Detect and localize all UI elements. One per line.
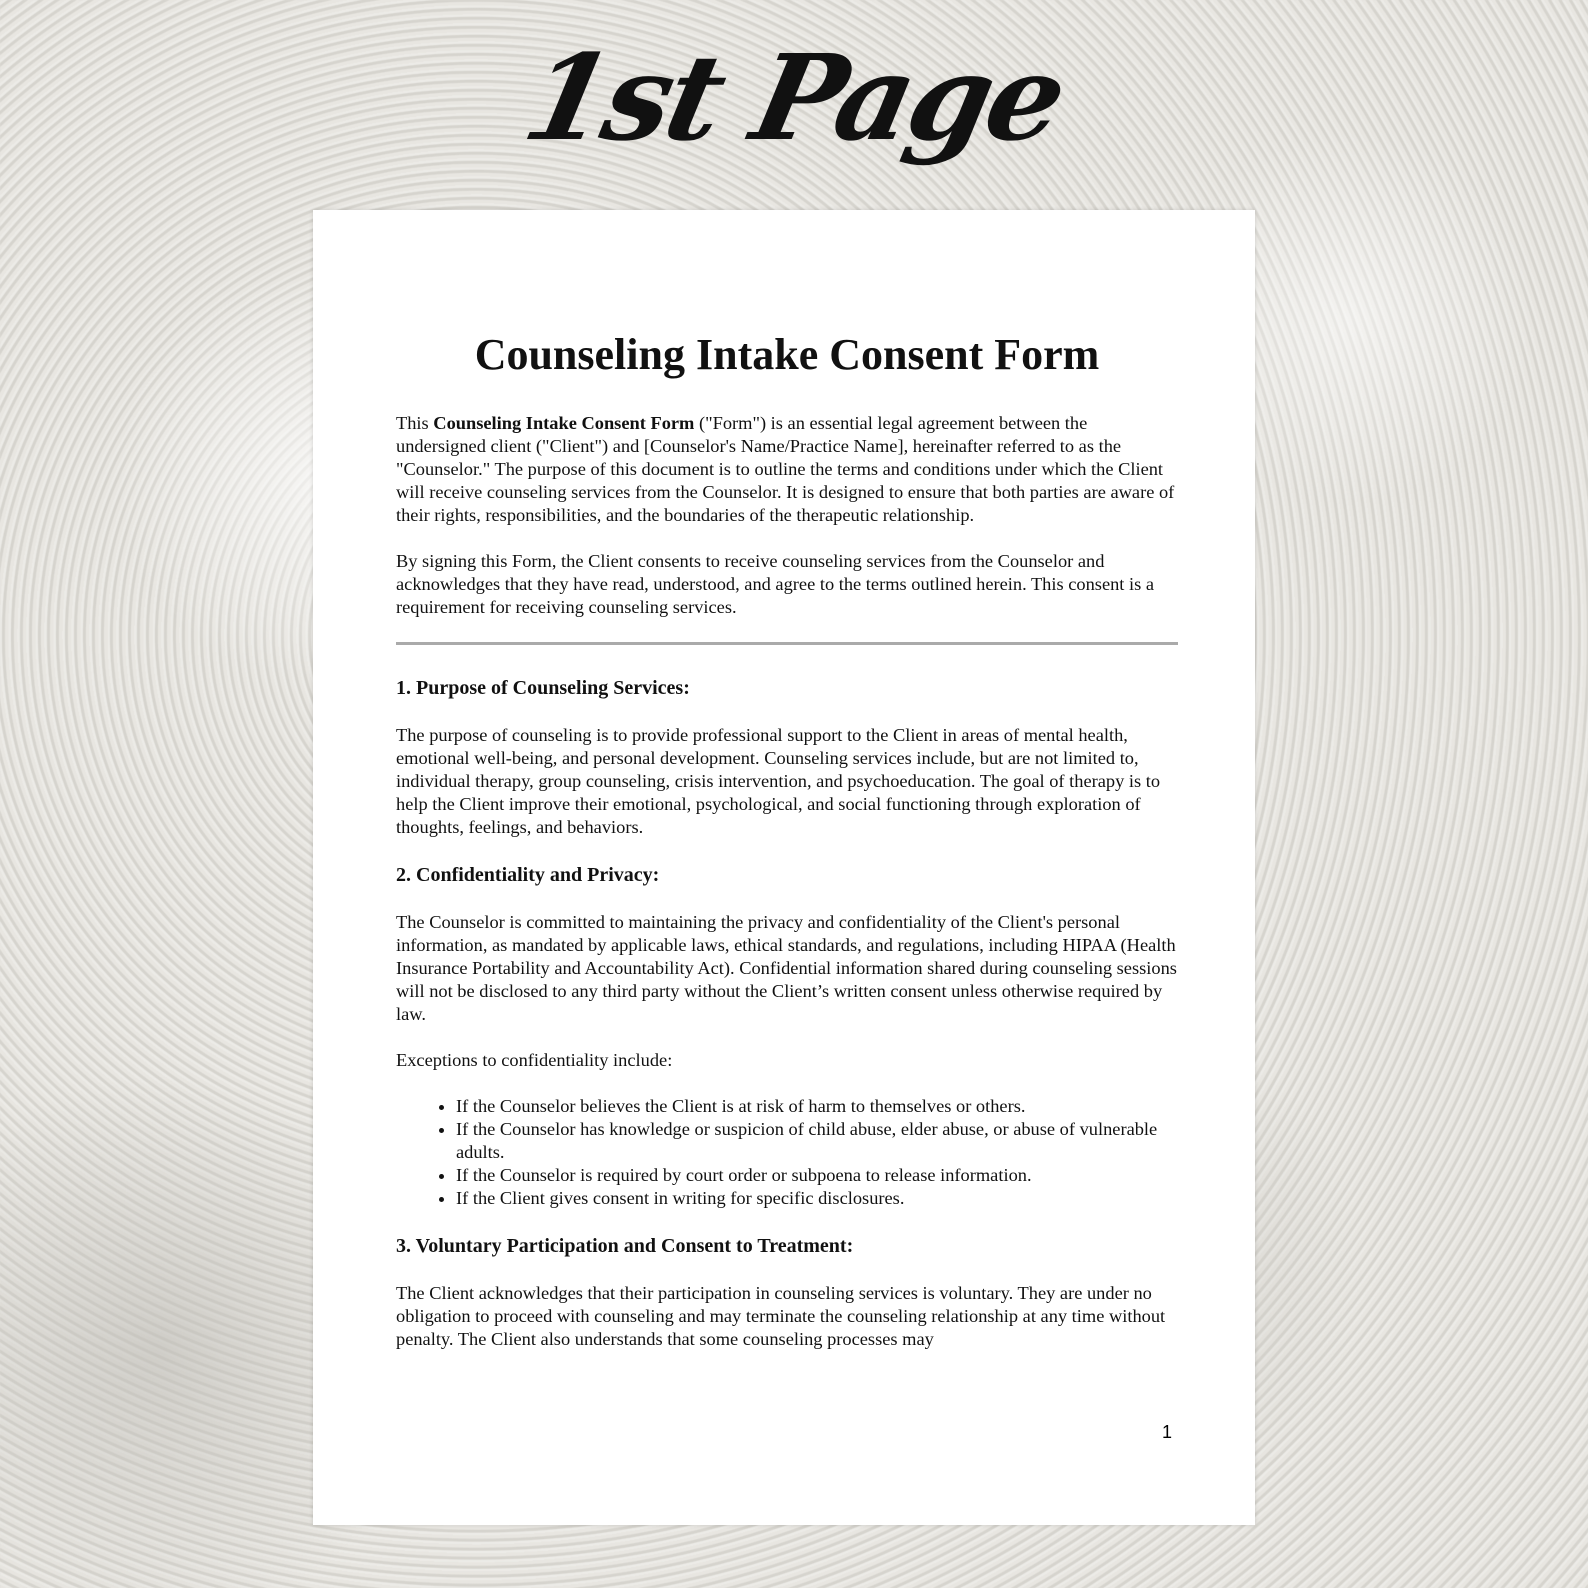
intro-paragraph-2: By signing this Form, the Client consents to receive counseling services from the Counselor and acknowledges that they have read, understood, and agree to the terms outlined herein. This consent is a requirement for receiving counseling services. <box>396 551 1155 617</box>
list-item: • If the Counselor has knowledge or suspicion of child abuse, elder abuse, or abuse of vulnerable adults. <box>456 1118 1178 1164</box>
page-number: 1 <box>1161 1422 1172 1442</box>
divider <box>396 642 1178 645</box>
intro-rest: ("Form") is an essential legal agreement between the undersigned client ("Client") and [Counselor's Name/Practice Name], hereinafter referred to as the "Counselor." The purpose of this document is to outline the terms and conditions under which the Client will receive counseling services from the Counselor. It is designed to ensure that both parties are aware of their rights, responsibilities, and the boundaries of the therapeutic relationship. <box>396 413 1175 525</box>
exceptions-list <box>396 1095 1178 1210</box>
intro-prefix: This <box>396 413 434 433</box>
section-2-exceptions: Exceptions to confidentiality include: <box>396 1050 673 1070</box>
list-item: • If the Client gives consent in writing for specific disclosures. <box>456 1187 1178 1210</box>
section-3-body: The Client acknowledges that their participation in counseling services is voluntary. They are under no obligation to proceed with counseling and may terminate the counseling relationship at any time without penalty. The Client also understands that some counseling processes may <box>396 1283 1166 1349</box>
section-2-heading: 2. Confidentiality and Privacy: <box>396 864 660 886</box>
intro-bold: Counseling Intake Consent Form <box>433 413 695 433</box>
list-item: • If the Counselor believes the Client is at risk of harm to themselves or others. <box>456 1095 1178 1118</box>
intro-paragraph <box>396 412 1178 527</box>
section-1-body: The purpose of counseling is to provide professional support to the Client in areas of mental health, emotional well-being, and personal development. Counseling services include, but are not limited to, individual therapy, group counseling, crisis intervention, and psychoeducation. The goal of therapy is to help the Client improve their emotional, psychological, and social functioning through exploration of thoughts, feelings, and behaviors. <box>396 725 1161 837</box>
section-2-body: The Counselor is committed to maintaining the privacy and confidentiality of the Client's personal information, as mandated by applicable laws, ethical standards, and regulations, including HIPAA (Health Insurance Portability and Accountability Act). Confidential information shared during counseling sessions will not be disclosed to any third party without the Client’s written consent unless otherwise required by law. <box>396 912 1177 1024</box>
document-content <box>396 328 1178 1374</box>
section-3-heading: 3. Voluntary Participation and Consent to Treatment: <box>396 1235 854 1257</box>
section-1-heading: 1. Purpose of Counseling Services: <box>396 677 690 699</box>
list-item: • If the Counselor is required by court order or subpoena to release information. <box>456 1164 1178 1187</box>
document-page <box>313 210 1255 1525</box>
banner-title: 1st Page <box>513 28 1075 167</box>
document-title: Counseling Intake Consent Form <box>474 330 1100 379</box>
